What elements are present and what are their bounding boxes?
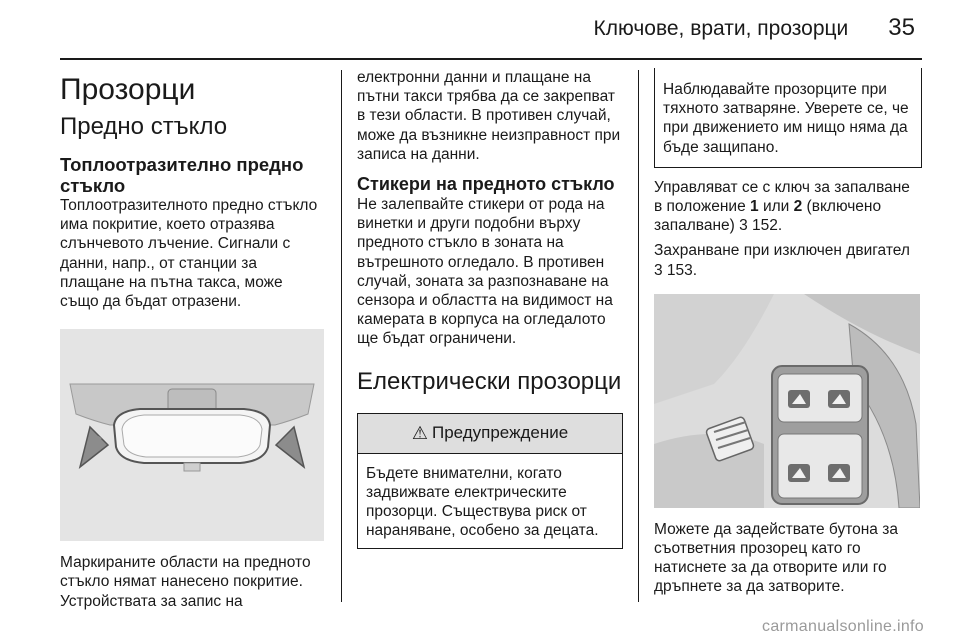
ignition-text-b: (включено запалване) bbox=[654, 198, 882, 235]
warning-text: Бъдете внимателни, когато задвижвате електрическите прозорци. Съществува риск от нараняване, особено за децата. bbox=[366, 464, 599, 540]
stickers-paragraph: Не залепвайте стикери от рода на винетки и други подобни върху предното стъкло в зоната на вътрешното огледало. В противен случай, зоната за разпознаване на сензора и областта на видимост на камерата в корпуса на огледалото ще бъдат ограничени. bbox=[357, 196, 613, 348]
page-reference-153: 3 153. bbox=[654, 261, 698, 279]
figure-caption-1: Маркираните области на предното стъкло нямат нанесено покритие. Устройствата за запис на bbox=[60, 554, 311, 610]
page-number: 35 bbox=[888, 14, 915, 41]
warning-box bbox=[357, 413, 623, 550]
door-switch-illustration bbox=[654, 294, 920, 508]
subsection-title: Предно стъкло bbox=[60, 113, 228, 140]
watermark: carmanualsonline.info bbox=[762, 618, 924, 635]
column-divider-1 bbox=[341, 70, 342, 602]
warning-box-continued: Наблюдавайте прозорците при тяхното затваряне. Уверете се, че при движението им нищо няма да бъде защипано. bbox=[654, 68, 922, 168]
page-reference-152: 3 152. bbox=[739, 217, 783, 235]
header-rule bbox=[60, 58, 922, 60]
warning-triangle-icon: ⚠ bbox=[411, 422, 428, 443]
intro-paragraph: Топлоотразителното предно стъкло има покритие, което отразява слънчевото лъчение. Сигнали с данни, напр., от станции за плащане на пътна такса, може също да бъдат отразени. bbox=[60, 197, 318, 311]
retained-power-text: Захранване при изключен двигател bbox=[654, 242, 910, 260]
stickers-title: Стикери на предното стъкло bbox=[357, 174, 615, 195]
warning-title: Предупреждение bbox=[431, 423, 569, 443]
running-title: Ключове, врати, прозорци bbox=[593, 17, 849, 40]
window-switch-figure bbox=[654, 294, 920, 508]
topic-title: Топлоотразително предно стъкло bbox=[60, 154, 304, 196]
column-1 bbox=[60, 68, 325, 611]
windscreen-illustration bbox=[60, 329, 324, 541]
warning-header bbox=[358, 414, 622, 454]
ignition-position-1: 1 bbox=[750, 198, 759, 216]
running-header bbox=[40, 14, 915, 48]
ignition-text-or: или bbox=[758, 198, 794, 216]
ignition-paragraph bbox=[654, 178, 922, 236]
section-title: Прозорци bbox=[60, 73, 196, 106]
electric-windows-title: Електрически прозорци bbox=[357, 367, 622, 395]
continued-paragraph: електронни данни и плащане на пътни такси трябва да се закрепват в тези области. В противен случай, може да възникне неизправност при записа на данни. bbox=[357, 69, 621, 163]
windscreen-mirror-figure bbox=[60, 329, 324, 541]
column-divider-2 bbox=[638, 70, 639, 602]
ignition-position-2: 2 bbox=[793, 198, 803, 216]
column-2 bbox=[357, 68, 623, 549]
ignition-text-a: Управляват се с ключ за запалване в положение bbox=[654, 178, 910, 216]
column-3 bbox=[654, 68, 922, 597]
retained-power-paragraph bbox=[654, 241, 922, 279]
figure-caption-2: Можете да задействате бутона за съответния прозорец като го натиснете за да отворите или го дръпнете за да затворите. bbox=[654, 520, 898, 596]
